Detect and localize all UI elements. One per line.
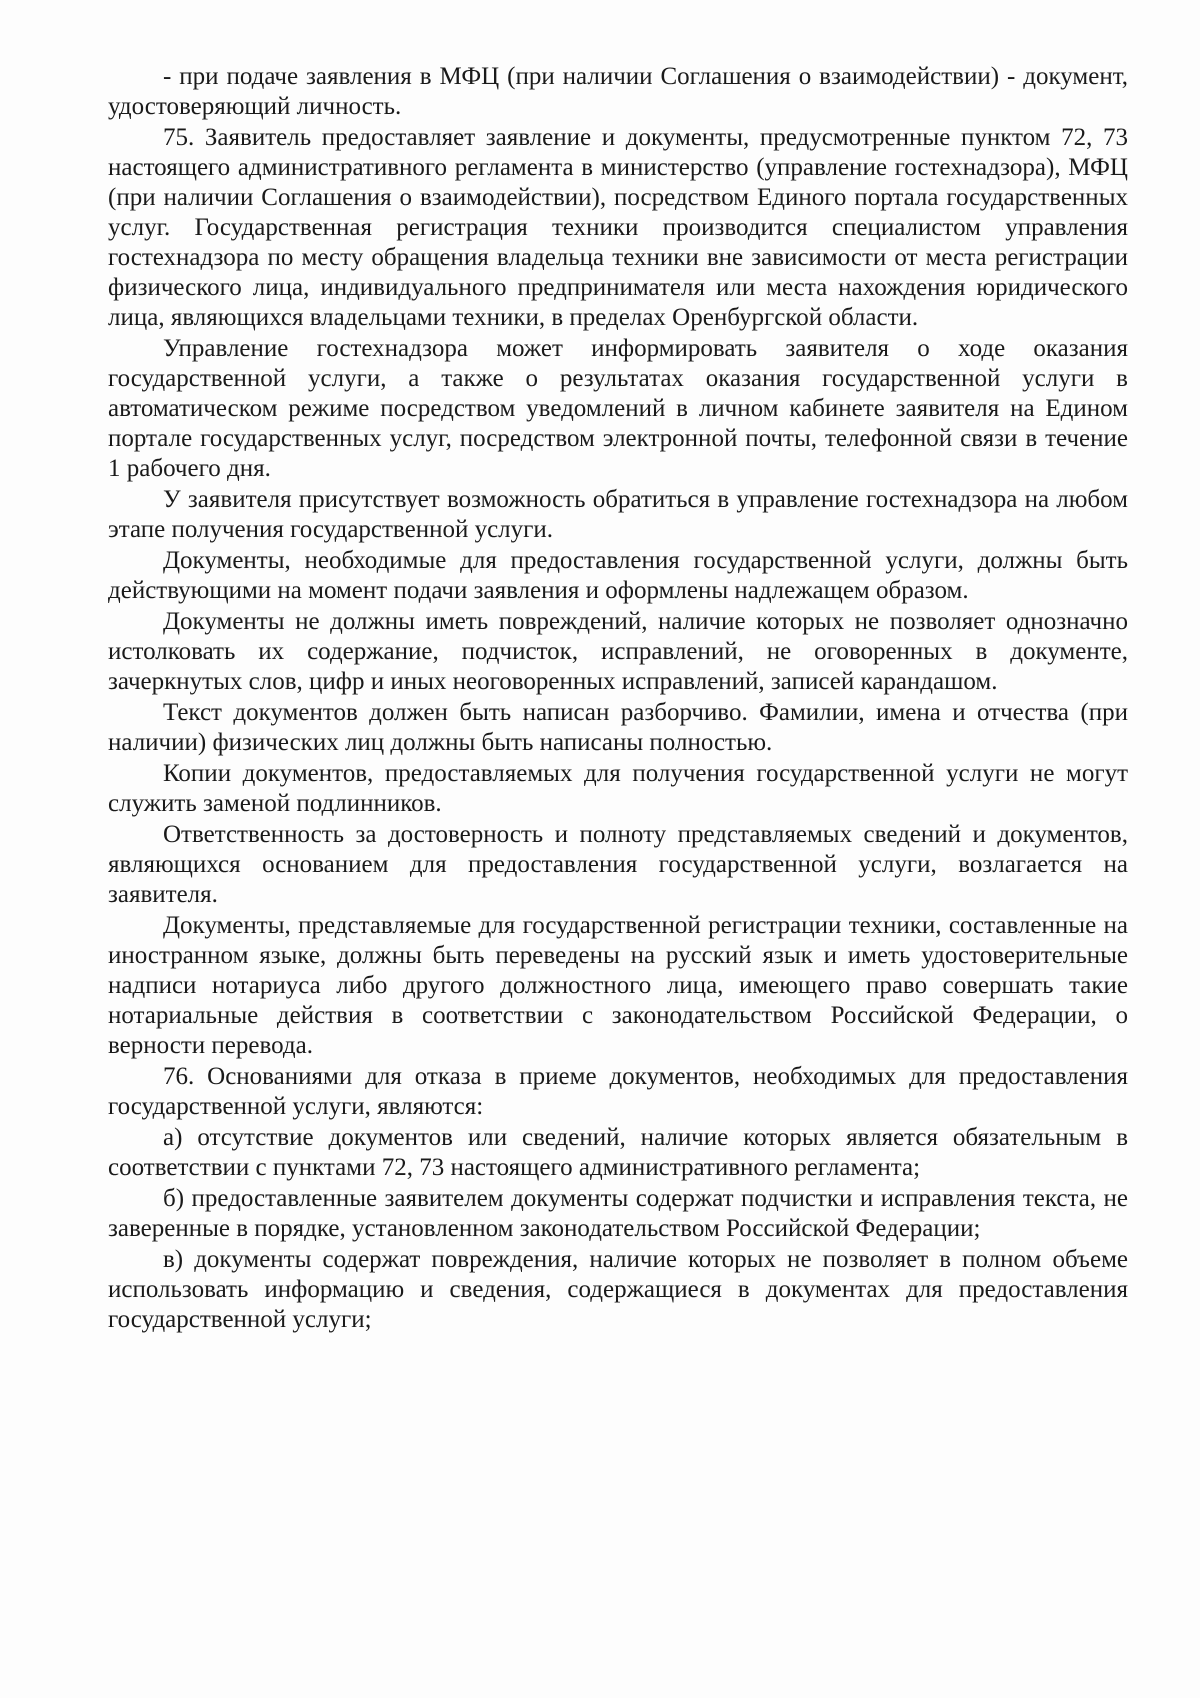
paragraph-copies: Копии документов, предоставляемых для получения государственной услуги не могут служить заменой подлинников. (108, 760, 1128, 817)
paragraph-item-76-v: в) документы содержат повреждения, наличие которых не позволяет в полном объеме использовать информацию и сведения, содержащиеся в документах для предоставления государственной услуги; (108, 1246, 1128, 1333)
paragraph-item-76: 76. Основаниями для отказа в приеме документов, необходимых для предоставления государственной услуги, являются: (108, 1063, 1128, 1120)
paragraph-notification: Управление гостехнадзора может информировать заявителя о ходе оказания государственной услуги, а также о результатах оказания государственной услуги в автоматическом режиме посредством уведомлений в личном кабинете заявителя на Едином портале государственных услуг, посредством электронной почты, телефонной связи в течение 1 рабочего дня. (108, 335, 1128, 482)
paragraph-item-76-b: б) предоставленные заявителем документы содержат подчистки и исправления текста, не заверенные в порядке, установленном законодательством Российской Федерации; (108, 1185, 1128, 1242)
paragraph-contact-possibility: У заявителя присутствует возможность обратиться в управление гостехнадзора на любом этапе получения государственной услуги. (108, 486, 1128, 543)
paragraph-documents-valid: Документы, необходимые для предоставления государственной услуги, должны быть действующими на момент подачи заявления и оформлены надлежащем образом. (108, 547, 1128, 604)
paragraph-responsibility: Ответственность за достоверность и полноту представляемых сведений и документов, являющихся основанием для предоставления государственной услуги, возлагается на заявителя. (108, 821, 1128, 908)
document-body (108, 62, 1128, 1335)
paragraph-documents-damage: Документы не должны иметь повреждений, наличие которых не позволяет однозначно истолковать их содержание, подчисток, исправлений, не оговоренных в документе, зачеркнутых слов, цифр и иных неоговоренных исправлений, записей карандашом. (108, 608, 1128, 695)
paragraph-item-76-a: а) отсутствие документов или сведений, наличие которых является обязательным в соответствии с пунктами 72, 73 настоящего административного регламента; (108, 1124, 1128, 1181)
paragraph-text-legible: Текст документов должен быть написан разборчиво. Фамилии, имена и отчества (при наличии) физических лиц должны быть написаны полностью. (108, 699, 1128, 756)
paragraph-foreign-language: Документы, представляемые для государственной регистрации техники, составленные на иностранном языке, должны быть переведены на русский язык и иметь удостоверительные надписи нотариуса либо другого должностного лица, имеющего право совершать такие нотариальные действия в соответствии с законодательством Российской Федерации, о верности перевода. (108, 912, 1128, 1059)
paragraph-mfc-identity-document: - при подаче заявления в МФЦ (при наличии Соглашения о взаимодействии) - документ, удостоверяющий личность. (108, 63, 1128, 120)
paragraph-item-75: 75. Заявитель предоставляет заявление и документы, предусмотренные пунктом 72, 73 настоящего административного регламента в министерство (управление гостехнадзора), МФЦ (при наличии Соглашения о взаимодействии), посредством Единого портала государственных услуг. Государственная регистрация техники производится специалистом управления гостехнадзора по месту обращения владельца техники вне зависимости от места регистрации физического лица, индивидуального предпринимателя или места нахождения юридического лица, являющихся владельцами техники, в пределах Оренбургской области. (108, 124, 1128, 331)
